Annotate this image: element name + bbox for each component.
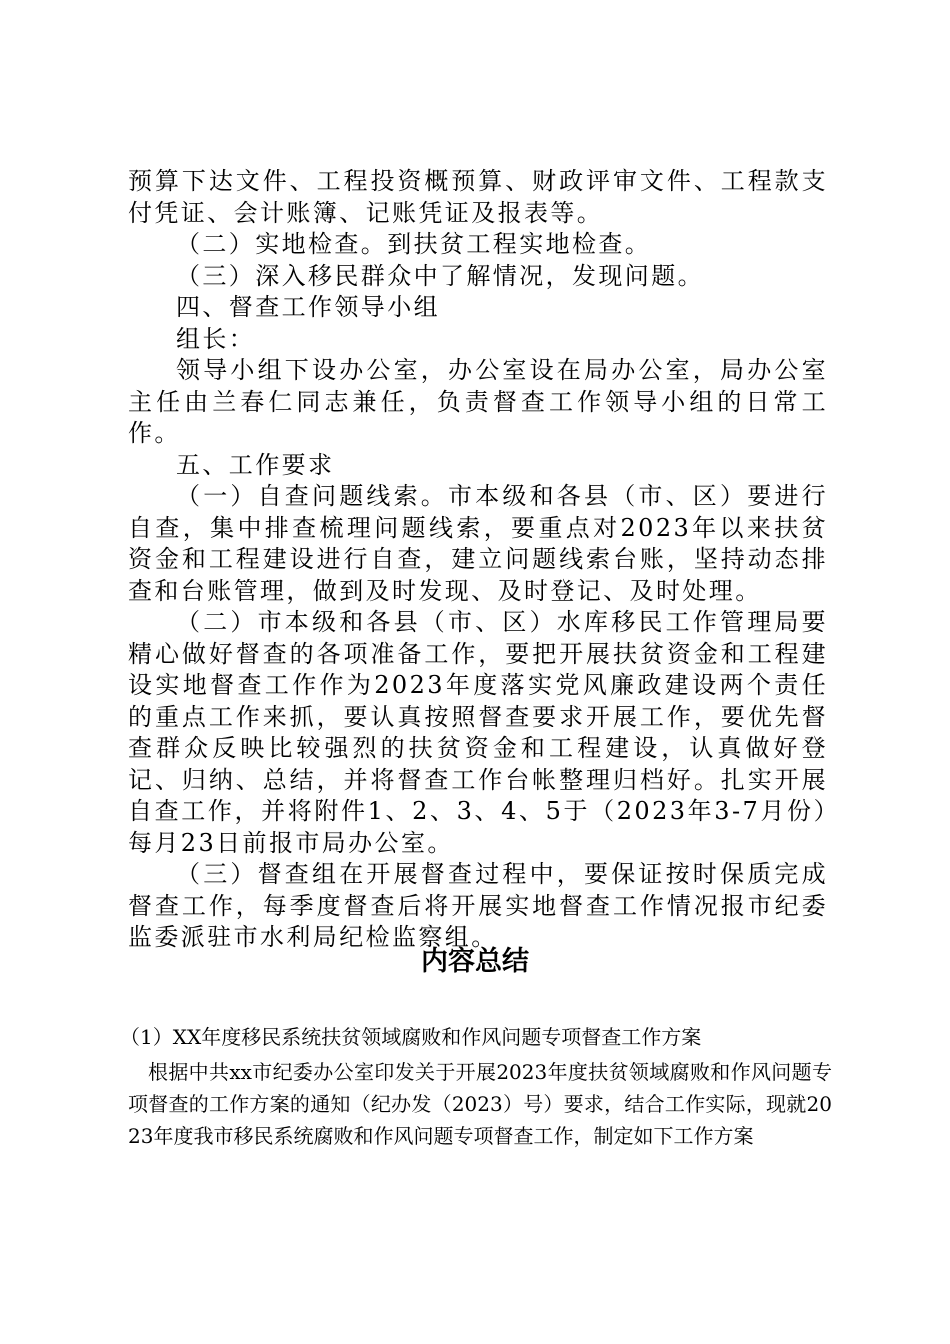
summary-section <box>120 1022 832 1152</box>
paragraph-requirement-2: （二）市本级和各县（市、区）水库移民工作管理局要精心做好督查的各项准备工作，要把开展扶贫资金和工程建设实地督查工作作为2023年度落实党风廉政建设两个责任的重点工作来抓，要认真按照督查要求开展工作，要优先督查群众反映比较强烈的扶贫资金和工程建设，认真做好登记、归纳、总结，并将督查工作台帐整理归档好。扎实开展自查工作，并将附件1、2、3、4、5于（2023年3-7月份）每月23日前报市局办公室。 <box>128 608 828 857</box>
paragraph-office: 领导小组下设办公室，办公室设在局办公室，局办公室主任由兰春仁同志兼任，负责督查工作领导小组的日常工作。 <box>128 356 828 447</box>
paragraph-requirement-1: （一）自查问题线索。市本级和各县（市、区）要进行自查，集中排查梳理问题线索，要重点对2023年以来扶贫资金和工程建设进行自查，建立问题线索台账，坚持动态排查和台账管理，做到及时发现、及时登记、及时处理。 <box>128 482 828 605</box>
paragraph-1: 预算下达文件、工程投资概预算、财政评审文件、工程款支付凭证、会计账簿、记账凭证及报表等。 <box>128 167 828 227</box>
section-heading-leadership-group: 四、督查工作领导小组 <box>176 293 440 321</box>
paragraph-3: （三）深入移民群众中了解情况，发现问题。 <box>176 261 704 290</box>
section-heading-work-requirements: 五、工作要求 <box>176 450 335 479</box>
summary-item-body: 根据中共xx市纪委办公室印发关于开展2023年度扶贫领域腐败和作风问题专项督查的工作方案的通知（纪办发（2023）号）要求，结合工作实际，现就2023年度我市移民系统腐败和作风问题专项督查工作，制定如下工作方案 <box>128 1060 832 1148</box>
summary-item-title: （1）XX年度移民系统扶贫领域腐败和作风问题专项督查工作方案 <box>120 1025 702 1049</box>
summary-heading: 内容总结 <box>421 946 529 977</box>
paragraph-requirement-3: （三）督查组在开展督查过程中，要保证按时保质完成督查工作，每季度督查后将开展实地督查工作情况报市纪委监委派驻市水利局纪检监察组。 <box>128 860 828 951</box>
paragraph-team-leader: 组长： <box>176 324 256 353</box>
paragraph-2: （二）实地检查。到扶贫工程实地检查。 <box>176 230 652 258</box>
document-body <box>128 166 828 954</box>
